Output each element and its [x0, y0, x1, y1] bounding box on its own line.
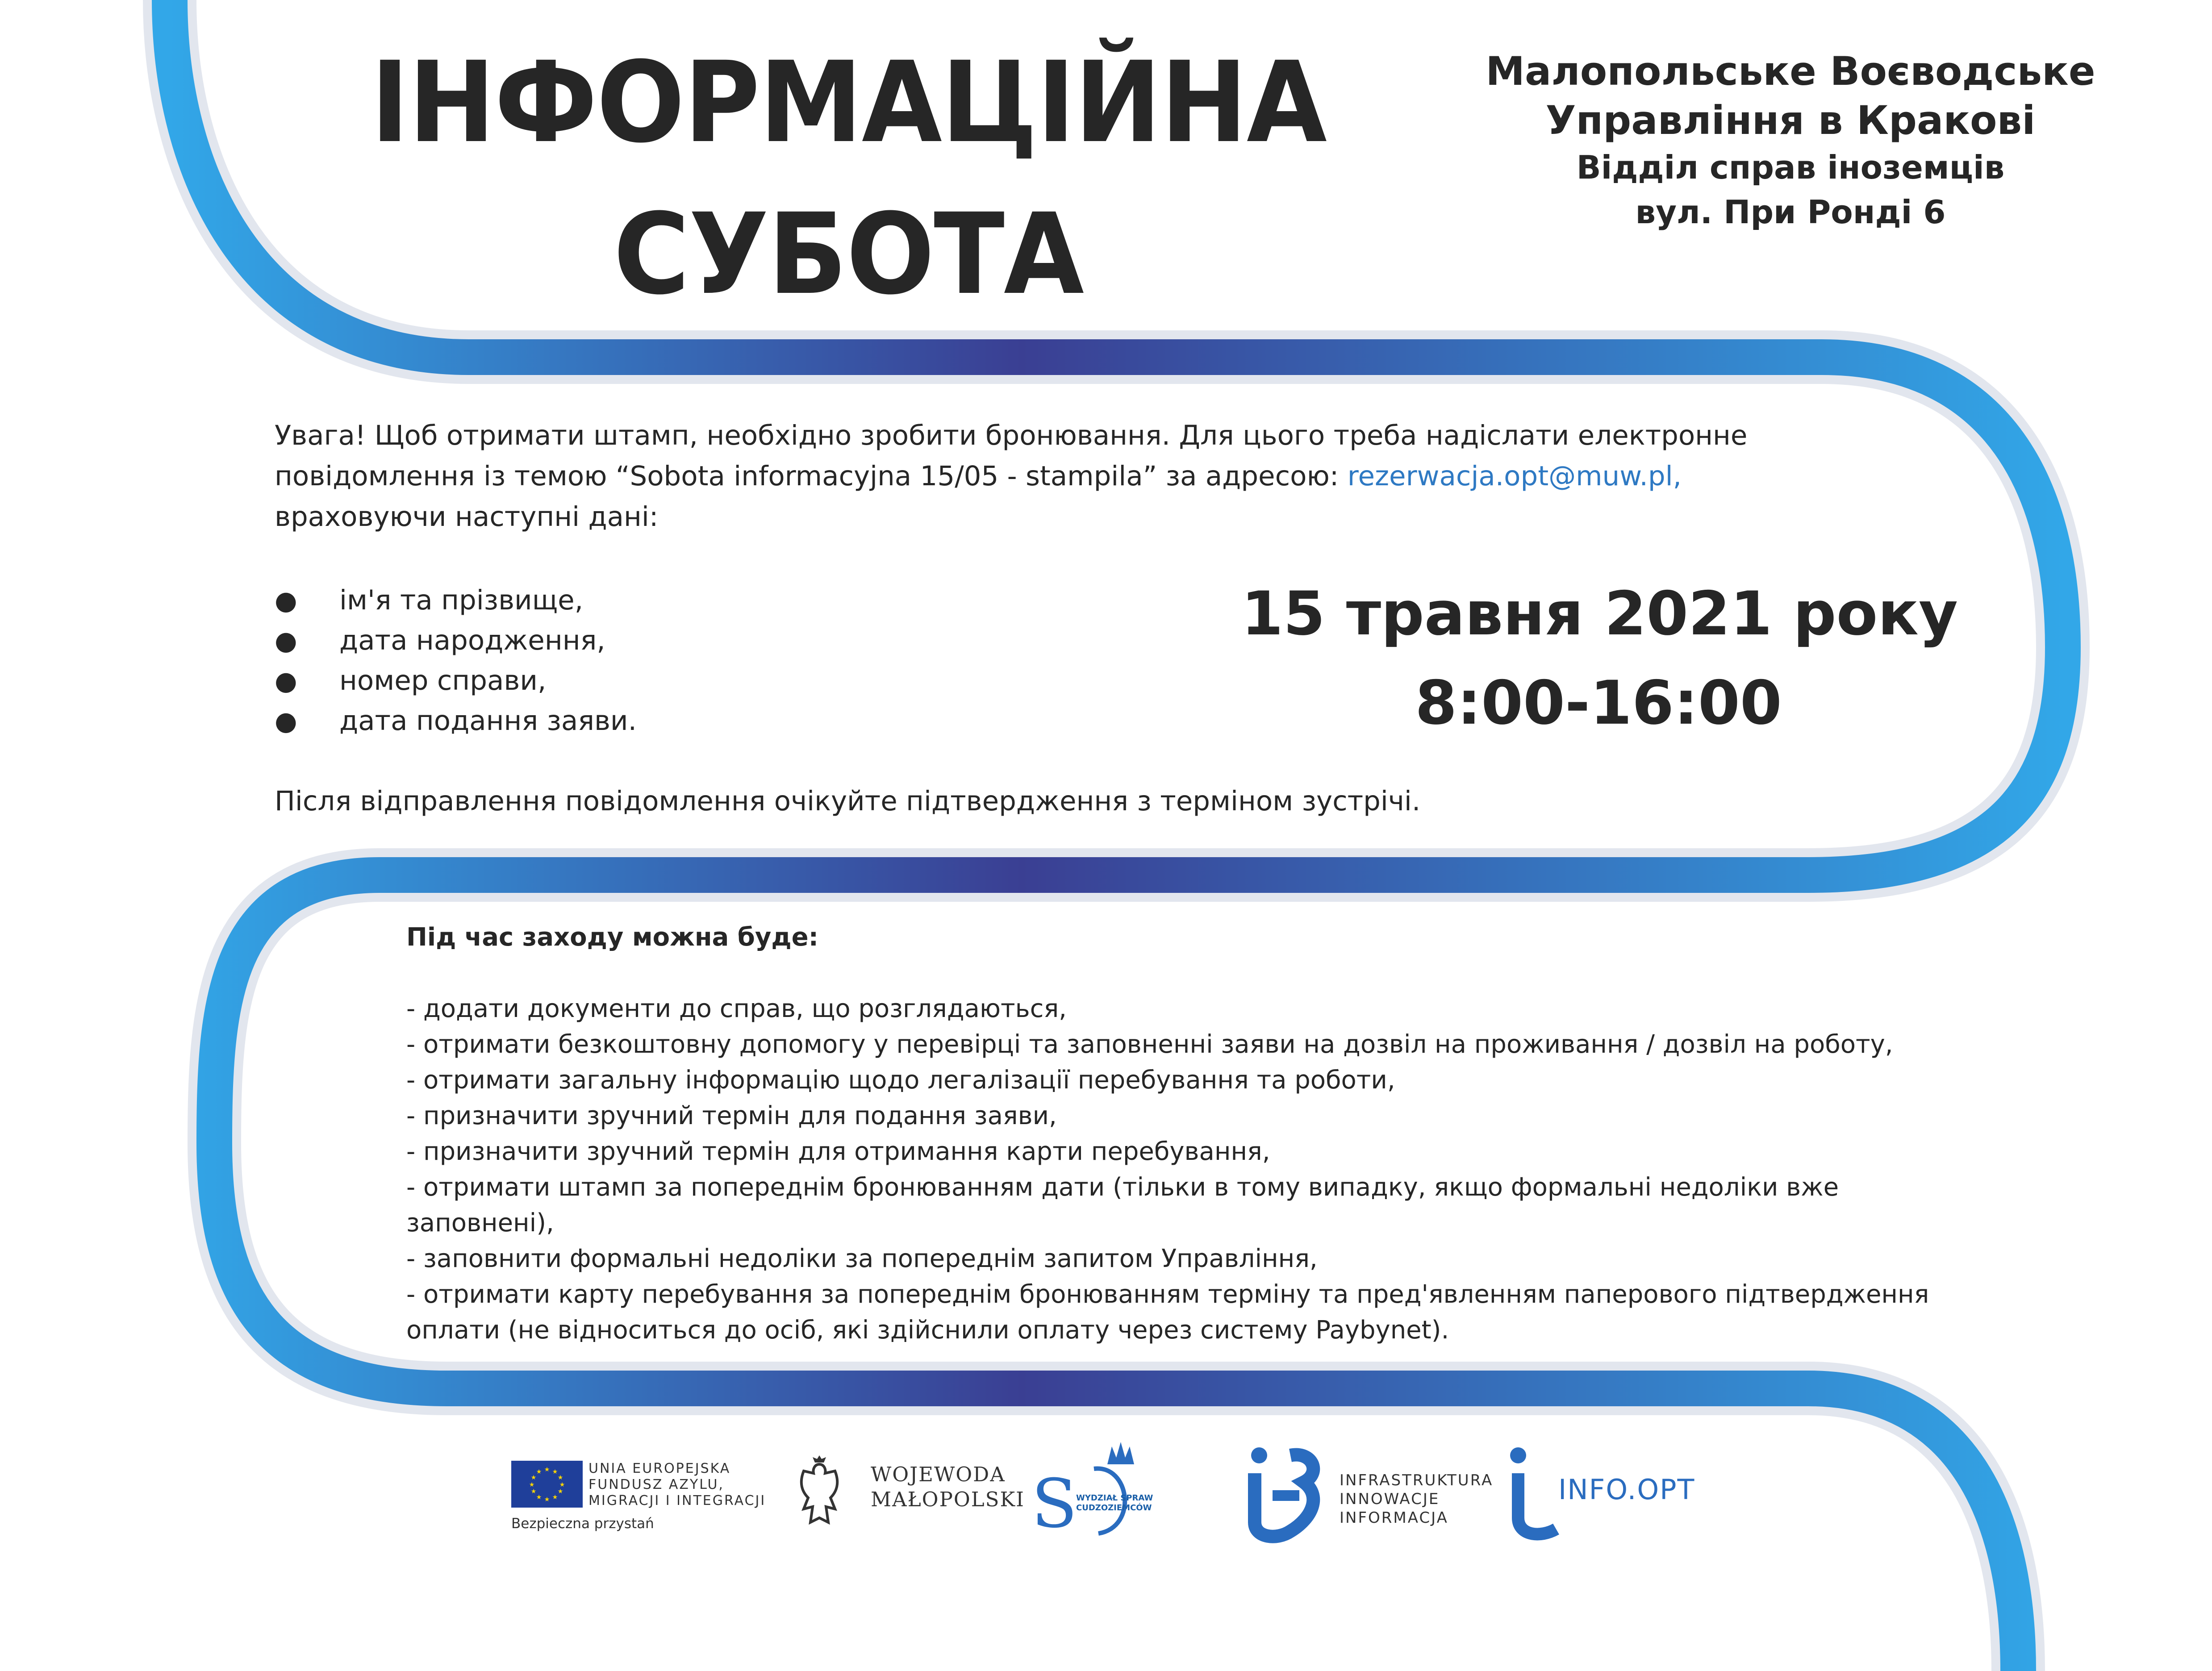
info-opt-label: INFO.OPT: [1558, 1473, 1695, 1506]
required-data-list: [275, 580, 637, 741]
event-datetime: [1241, 569, 1956, 748]
notice-paragraph: [275, 415, 1748, 537]
list-item-text: ім'я та прізвище,: [339, 584, 584, 616]
sc-line-1: WYDZIAŁ SPRAW: [1076, 1493, 1153, 1503]
after-sending-note: Після відправлення повідомлення очікуйте підтвердження з терміном зустрічі.: [275, 785, 1421, 817]
during-item: оплати (не відноситься до осіб, які здійснили оплату через систему Paybynet).: [406, 1316, 1449, 1345]
list-item-text: дата подання заяви.: [339, 705, 637, 737]
sc-label: [1076, 1493, 1153, 1513]
svg-text:★: ★: [557, 1474, 563, 1481]
svg-text:★: ★: [557, 1488, 563, 1495]
during-item: - призначити зручний термін для подання заяви,: [406, 1101, 1057, 1130]
during-event-title: Під час заходу можна буде:: [406, 923, 819, 952]
iii-line-3: INFORMACJA: [1340, 1509, 1448, 1527]
org-line-3: Відділ справ іноземців: [1576, 149, 2005, 186]
org-address: вул. При Ронді 6: [1635, 193, 1946, 231]
info-opt-logo-icon: [1505, 1442, 1563, 1545]
page-title: [350, 27, 1347, 330]
svg-text:★: ★: [552, 1468, 558, 1475]
svg-text:★: ★: [552, 1494, 558, 1501]
list-item: [275, 621, 637, 661]
bullet-icon: ●: [275, 625, 297, 656]
title-line-2: СУБОТА: [613, 189, 1084, 319]
logos-footer: [0, 1429, 2212, 1563]
svg-text:★: ★: [544, 1496, 550, 1503]
during-event-list: [406, 991, 1969, 1348]
svg-text:★: ★: [530, 1474, 537, 1481]
wojewoda-line-1: WOJEWODA: [871, 1463, 1006, 1486]
svg-text:S: S: [1031, 1465, 1077, 1543]
during-item: - отримати штамп за попереднім бронюванням дати (тільки в тому випадку, якщо формальні недоліки вже: [406, 1173, 1839, 1202]
event-date: 15 травня 2021 року: [1241, 579, 1958, 649]
list-item: [275, 661, 637, 701]
svg-text:★: ★: [544, 1466, 550, 1473]
svg-text:★: ★: [529, 1481, 535, 1488]
event-time: 8:00-16:00: [1415, 668, 1782, 738]
during-item: - отримати карту перебування за попереднім бронюванням терміну та пред'явленням паперового підтвердження: [406, 1280, 1929, 1309]
wojewoda-line-2: MAŁOPOLSKI: [871, 1488, 1025, 1511]
during-item: - отримати загальну інформацію щодо легалізації перебування та роботи,: [406, 1066, 1395, 1095]
svg-text:★: ★: [559, 1481, 565, 1488]
notice-line-2-text: повідомлення із темою “Sobota informacyjna 15/05 - stampila” за адресою:: [275, 460, 1348, 492]
svg-text:★: ★: [536, 1494, 542, 1501]
sc-logo-icon: [1027, 1438, 1197, 1545]
organization-block: [1473, 47, 2108, 234]
notice-line-3: враховуючи наступні дані:: [275, 501, 659, 533]
svg-text:★: ★: [530, 1488, 537, 1495]
eu-line-2: FUNDUSZ AZYLU,: [588, 1477, 724, 1492]
eu-line-1: UNIA EUROPEJSKA: [588, 1461, 731, 1476]
during-item: - додати документи до справ, що розглядаються,: [406, 994, 1067, 1023]
bullet-icon: ●: [275, 585, 297, 616]
eagle-emblem-icon: [786, 1455, 853, 1536]
list-item: [275, 701, 637, 741]
email-link[interactable]: rezerwacja.opt@muw.pl,: [1347, 460, 1682, 492]
org-line-1: Малопольське Воєводське: [1486, 48, 2095, 94]
eu-flag-icon: [511, 1461, 583, 1508]
wojewoda-label: [871, 1462, 1025, 1512]
eu-fund-label: [588, 1461, 766, 1509]
list-item: [275, 580, 637, 621]
iii-logo-icon: [1246, 1442, 1335, 1545]
list-item-text: дата народження,: [339, 625, 605, 656]
eu-line-3: MIGRACJI I INTEGRACJI: [588, 1493, 766, 1508]
bullet-icon: ●: [275, 666, 297, 696]
bullet-icon: ●: [275, 706, 297, 736]
title-line-1: ІНФОРМАЦІЙНА: [370, 38, 1326, 167]
svg-text:★: ★: [536, 1468, 542, 1475]
during-item: заповнені),: [406, 1208, 554, 1238]
eu-subtitle: Bezpieczna przystań: [511, 1516, 654, 1532]
sc-line-2: CUDZOZIEMCÓW: [1076, 1503, 1152, 1513]
during-item: - отримати безкоштовну допомогу у перевірці та заповненні заяви на дозвіл на проживання / дозвіл на роботу,: [406, 1030, 1893, 1059]
iii-line-2: INNOWACJE: [1340, 1490, 1440, 1508]
during-item: - призначити зручний термін для отримання карти перебування,: [406, 1137, 1270, 1166]
list-item-text: номер справи,: [339, 665, 547, 696]
iii-line-1: INFRASTRUKTURA: [1340, 1471, 1494, 1489]
org-line-2: Управління в Кракові: [1545, 97, 2036, 143]
notice-line-1: Увага! Щоб отримати штамп, необхідно зробити бронювання. Для цього треба надіслати електронне: [275, 420, 1748, 451]
during-item: - заповнити формальні недоліки за попереднім запитом Управління,: [406, 1244, 1318, 1273]
iii-label: [1340, 1471, 1493, 1527]
notice-line-2: [275, 456, 1748, 496]
